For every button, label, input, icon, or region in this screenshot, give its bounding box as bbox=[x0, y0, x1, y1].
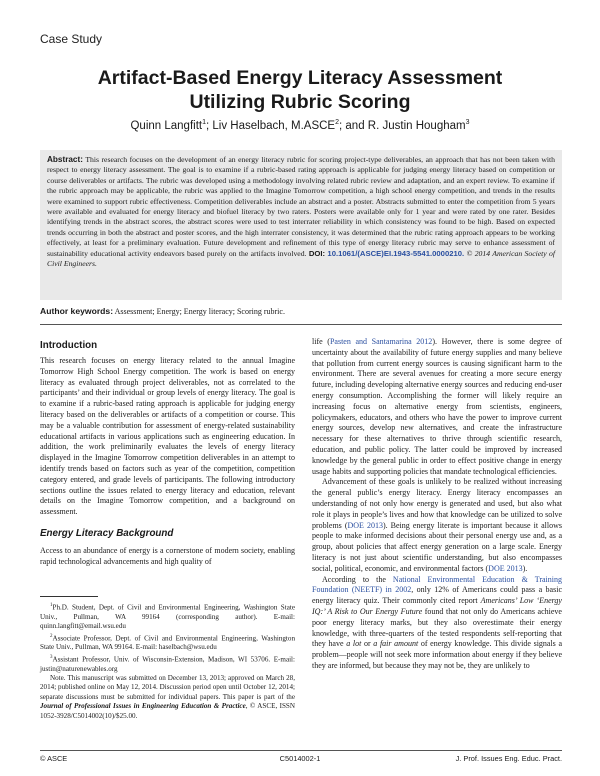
text-run: found that not only do Americans achieve poor energy literacy marks, but they also overestimate their energy knowledge, with three-quarters of the tested respondents self-reporting that they have bbox=[312, 606, 562, 649]
footer-page-id: C5014002-1 bbox=[279, 754, 321, 763]
background-paragraph: Access to an abundance of energy is a cornerstone of modern society, enabling rapid technological advancements and high quality of bbox=[40, 545, 295, 566]
intro-paragraph: This research focuses on energy literacy related to the annual Imagine Tomorrow High School Energy competition. The work is based on energy literacy as evaluated through project deliverables, not as correlated to the participants’ and their individual or group levels of energy literacy. The goal is to examine if a rubric-based rating approach is applicable for judging energy literacy based on the deliverables or artifacts of a competition or course. This may be a valuable contribution for assessment of energy-related sustainability educational artifacts in various applications such as engineering education. In addition, the work preliminarily evaluates the levels of energy literacy displayed in the Imagine Tomorrow competition deliverables in an attempt to identify trends based on factors such as year of the competition, competition category entered, and grade levels of participants. The following introductory sections outline the issues related to energy literacy and education, relevant details on the Imagine Tomorrow competition, and a background on assessment. bbox=[40, 356, 295, 517]
text-run: life ( bbox=[312, 337, 330, 346]
report-title: Americans’ Low ‘Energy IQ:’ A Risk to Our Energy Future bbox=[312, 596, 562, 616]
footnote-2-mark: 2 bbox=[50, 633, 53, 639]
footer-divider bbox=[40, 750, 562, 751]
header-divider bbox=[40, 324, 562, 325]
author-list bbox=[40, 119, 560, 132]
footer-publisher: © ASCE bbox=[40, 754, 68, 763]
manuscript-note bbox=[40, 674, 295, 721]
text-run: Advancement of these goals is unlikely to be realized without increasing the general public’s energy literacy. Energy literacy encompasses an understanding of not only how energy is generated and used, but also what role it plays in people’s lives and how that knowledge can be utilized to solve problems ( bbox=[312, 477, 562, 530]
footnote-2-text: Associate Professor, Dept. of Civil and Environmental Engineering, Washington State Univ., Pullman, WA 99164. E-mail: haselbach@wsu.edu bbox=[40, 633, 295, 652]
text-run: According to the bbox=[322, 574, 393, 584]
author-2: Liv Haselbach, M.ASCE bbox=[212, 119, 336, 132]
text-run: , only 12% of Americans could pass a basic energy literacy quiz. Their commonly cited report bbox=[312, 585, 562, 606]
author-3: R. Justin Hougham bbox=[367, 119, 466, 132]
footnote-3 bbox=[40, 653, 295, 674]
citation-link[interactable]: National Environmental Education & Training Foundation (NEETF) in 2002 bbox=[312, 574, 562, 595]
abstract bbox=[47, 155, 555, 269]
doi-label: DOI: bbox=[308, 248, 326, 258]
citation-link[interactable]: DOE 2013 bbox=[488, 563, 523, 573]
copyright-notice: © 2014 American Society of Civil Engineers. bbox=[47, 248, 556, 269]
abstract-text: This research focuses on the development of an energy literacy rubric for scoring project-type deliverables, an approach that has not been taken with respect to energy literacy assessment. The goal is to examine if a rubric-based rating approach is applicable for judging energy literacy based on competition or course deliverables or artifacts. The rubric was developed using a methodology involving related rubric review and adaptation, and an expert review. To examine if the rubric approach may be applicable, the rubric was applied to the Imagine Tomorrow competition, a high school energy competition, and trends in the results were examined to support rubric effectiveness. Competition deliverables include an abstract and a poster. Abstracts submitted to enter the competition from 5 years were available and evaluated for energy literacy and biofuel literacy by two raters. Posters were available only for 1 year and were rated by one rater. Besides identifying trends in the abstract scores, the abstract scores were used to test interrater reliability in which consistency was found to be high. Based on expected trends occurring in both the abstract and poster scores, and the high interrater consistency, it was determined that the rubric rating approach appears to be working effectively, at least for a preliminary evaluation. Future development and refinement of this type of energy literacy rubric may serve to enhance assessment of sustainability educational activity endeavors based purely on the artifacts involved. bbox=[47, 155, 555, 258]
paper-title bbox=[40, 66, 560, 114]
abstract-heading: Abstract: bbox=[47, 155, 83, 164]
text-run: of energy knowledge. This divide signals a problem—people will not seek more information about energy if they believe they are informed, but because they may not be, they are unlikely to bbox=[312, 639, 563, 670]
right-paragraph-2 bbox=[312, 477, 562, 574]
doi-link[interactable]: 10.1061/(ASCE)EI.1943-5541.0000210. bbox=[327, 248, 465, 258]
text-run: ). bbox=[522, 563, 528, 573]
note-text: Note. This manuscript was submitted on December 13, 2013; approved on March 28, 2014; published online on May 12, 2014. Discussion period open until October 12, 2014; separate discussions must be submitted for individual papers. This paper is part of the bbox=[40, 673, 295, 701]
footnote-1-mark: 1 bbox=[50, 603, 53, 608]
right-paragraph-3 bbox=[312, 575, 562, 672]
right-paragraph-1 bbox=[312, 337, 562, 477]
journal-name: Journal of Professional Issues in Engineering Education & Practice bbox=[40, 702, 246, 711]
footnote-1 bbox=[40, 601, 295, 632]
footnote-3-mark: 3 bbox=[50, 654, 53, 660]
author-1: Quinn Langfitt bbox=[130, 119, 203, 132]
note-issn: , © ASCE, ISSN 1052-3928/C5014002(10)/$25.00. bbox=[40, 702, 296, 720]
keywords-heading: Author keywords: bbox=[40, 306, 114, 316]
text-run: or bbox=[361, 639, 374, 649]
author-3-affiliation: 3 bbox=[465, 119, 470, 126]
footnotes bbox=[40, 601, 295, 721]
keywords-text: Assessment; Energy; Energy literacy; Scoring rubric. bbox=[113, 307, 285, 316]
author-separator: ; and bbox=[339, 119, 368, 132]
footnote-2 bbox=[40, 632, 295, 653]
footer-journal: J. Prof. Issues Eng. Educ. Pract. bbox=[455, 754, 562, 763]
title-line-2: Utilizing Rubric Scoring bbox=[189, 91, 411, 113]
footnote-divider bbox=[40, 596, 98, 597]
left-column bbox=[40, 356, 295, 567]
footnote-3-text: Assistant Professor, Univ. of Wisconsin-Extension, Madison, WI 53706. E-mail: justin@naturenewables.org bbox=[40, 655, 295, 673]
citation-link[interactable]: DOE 2013 bbox=[347, 520, 383, 530]
author-separator: ; bbox=[206, 119, 213, 132]
text-run: ). Being energy literate is important because it allows people to make informed decisions about their personal energy use and, as a group, about policies that affect energy generation on a large scale. Energy literacy is not just about scientific understanding, but also encompasses social, political, economic, and environmental factors ( bbox=[312, 520, 562, 573]
author-2-affiliation: 2 bbox=[335, 119, 340, 126]
right-column bbox=[312, 337, 562, 672]
section-label: Case Study bbox=[40, 32, 103, 46]
citation-link[interactable]: Pasten and Santamarina 2012 bbox=[329, 337, 433, 346]
author-keywords bbox=[40, 306, 562, 316]
footnote-1-text: Ph.D. Student, Dept. of Civil and Environmental Engineering, Washington State Univ., Pullman, WA 99164 (corresponding author). E-mail: quinn.langfitt@email.wsu.edu bbox=[40, 603, 295, 631]
author-1-affiliation: 1 bbox=[202, 119, 206, 126]
emphasis: a fair amount bbox=[373, 639, 419, 649]
title-line-1: Artifact-Based Energy Literacy Assessment bbox=[97, 67, 503, 89]
text-run: ). However, there is some degree of uncertainty about the availability of future energy supplies and many believe that pollution from current energy sources is causing significant harm to the environment. There are several avenues for creating a more secure energy future, including developing alternative energy sources and reducing end-user energy consumption. Accomplishing the former will likely require an increasing focus on alternative energy from scientists, engineers, policymakers, educators, and others who have the power to improve current energy sources, develop new alternatives, and create the infrastructure necessary for these alternatives to thrive through scientific research, education, and public policy. The latter could be improved by increased knowledge by the general public in order to effect positive change in energy usage habits and supporting policies that mandate technological efficiencies. bbox=[312, 337, 563, 476]
section-heading-introduction: Introduction bbox=[40, 340, 98, 351]
subsection-heading-energy-literacy: Energy Literacy Background bbox=[40, 527, 174, 539]
emphasis: a lot bbox=[346, 639, 362, 649]
